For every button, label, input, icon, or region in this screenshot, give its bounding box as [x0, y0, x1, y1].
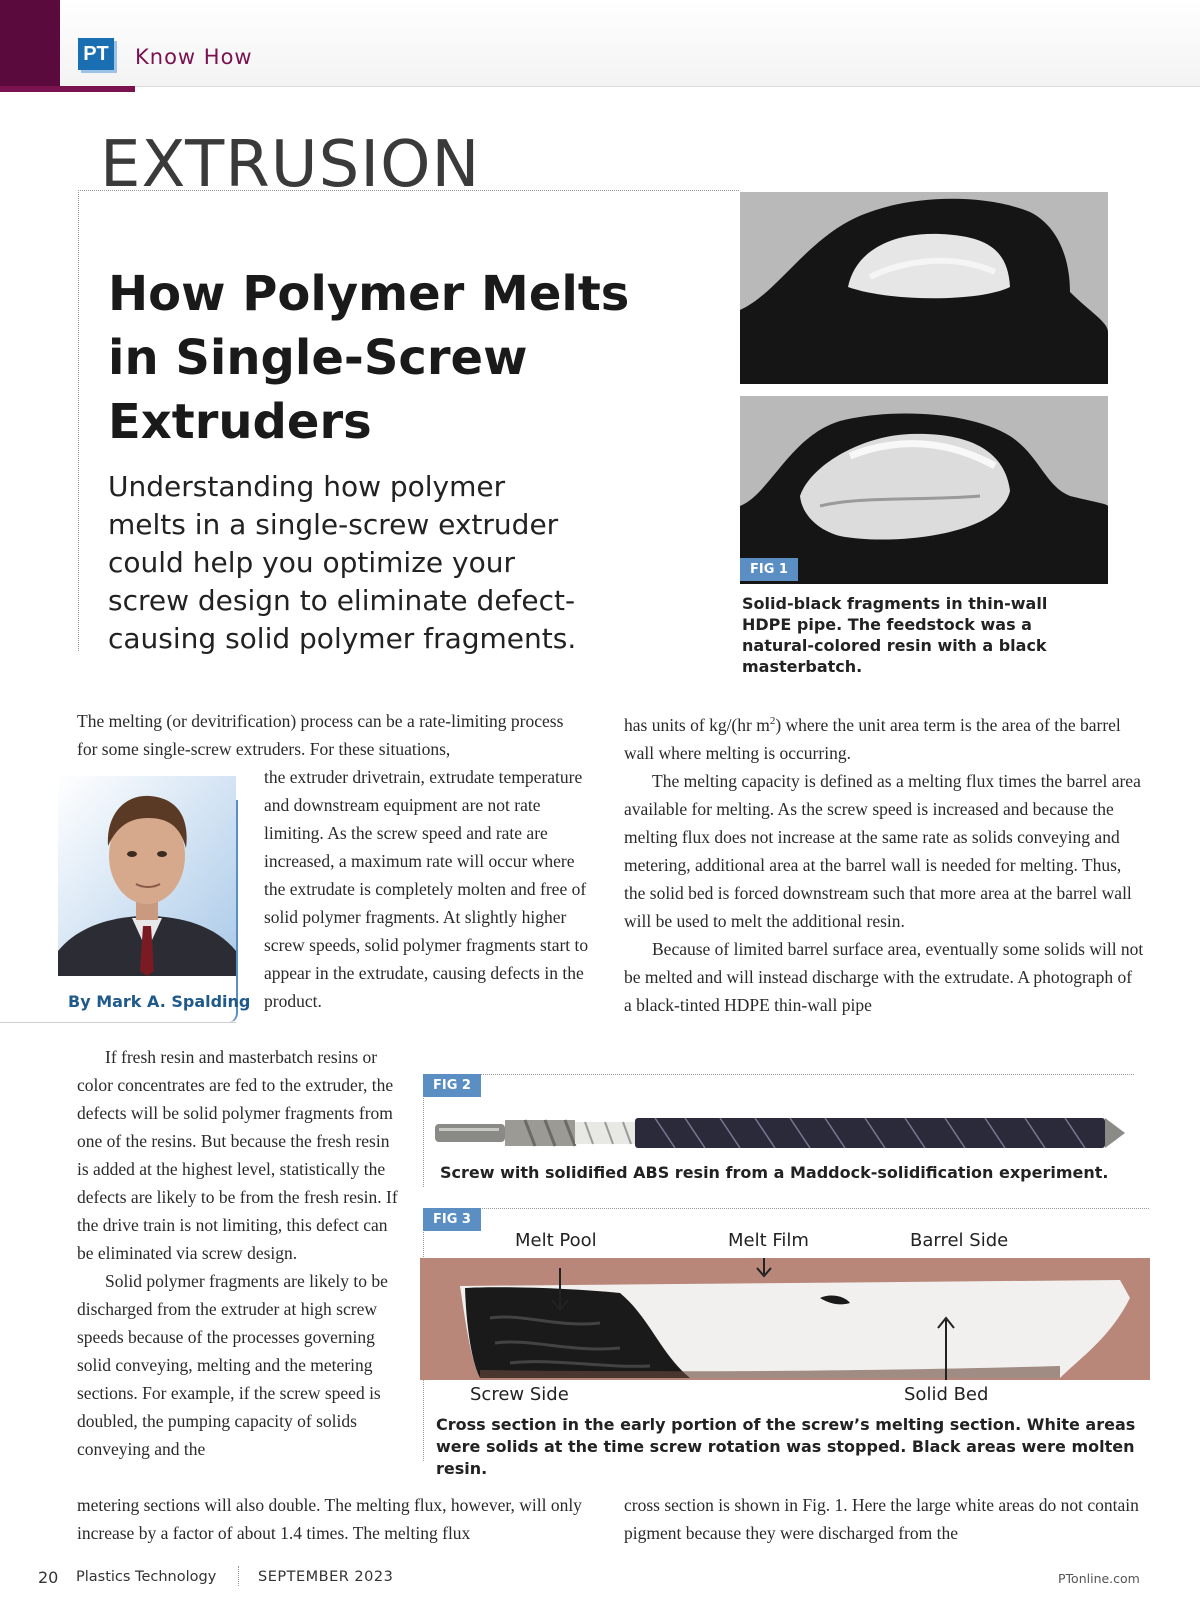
- body-paragraph-4: [624, 707, 1144, 767]
- body-paragraph-4-part-a: has units of kg/(hr m: [624, 714, 770, 735]
- fig1-caption: Solid-black fragments in thin-wall HDPE pipe. The feedstock was a natural-colored resin with a black masterbatch.: [742, 594, 1048, 676]
- author-divider: [0, 1022, 236, 1023]
- article-title: How Polymer Melts in Single-Screw Extruders: [108, 266, 630, 450]
- body-column-1-lower: [77, 1043, 399, 1463]
- fig3-label-solid-bed: Solid Bed: [904, 1384, 989, 1405]
- fig3-label-barrel-side: Barrel Side: [910, 1230, 1009, 1251]
- body-paragraph-3: Solid polymer fragments are likely to be discharged from the extruder at high screw speeds because of the processes governing solid conveying, melting and the metering sections. For example, if the screw speed is doubled, the pumping capacity of solids conveying and the: [77, 1271, 388, 1459]
- fig3-cross-section-photo: [420, 1258, 1150, 1380]
- issue-date: SEPTEMBER 2023: [258, 1569, 394, 1585]
- fig3-label-melt-film: Melt Film: [728, 1230, 809, 1251]
- fig2-tag: FIG 2: [423, 1074, 481, 1097]
- body-paragraph-3-continued: metering sections will also double. The melting flux, however, will only increase by a factor of about 1.4 times. The melting flux: [77, 1495, 582, 1543]
- footer-divider: [238, 1566, 239, 1586]
- fig3-tag: FIG 3: [423, 1208, 481, 1231]
- body-paragraph-2: If fresh resin and masterbatch resins or color concentrates are fed to the extruder, the defects will be solid polymer fragments from one of the resins. But because the fresh resin is added at the highest level, statistically the defects are likely to be from the fresh resin. If the drive train is not limiting, this defect can be eliminated via screw design.: [77, 1047, 398, 1263]
- fig3-caption: Cross section in the early portion of the screw’s melting section. White areas were solids at the time screw rotation was stopped. Black areas were molten resin.: [436, 1415, 1136, 1478]
- fig1-photo-top: [740, 192, 1108, 384]
- body-paragraph-1-lead: The melting (or devitrification) process can be a rate-limiting process for some single-screw extruders. For these situations,: [77, 711, 564, 759]
- website-link[interactable]: PTonline.com: [1058, 1571, 1140, 1586]
- author-photo: [58, 776, 236, 976]
- fig2-screw-photo: [435, 1112, 1125, 1154]
- fig3-label-melt-pool: Melt Pool: [515, 1230, 597, 1251]
- pt-logo: PT: [78, 38, 114, 70]
- header-corner-block: [0, 0, 60, 92]
- header-bar: [60, 0, 1200, 87]
- superscript: 2: [769, 715, 776, 727]
- author-byline: By Mark A. Spalding: [68, 992, 251, 1011]
- body-paragraph-5: The melting capacity is defined as a melting flux times the barrel area available for melting. As the screw speed is increased and because the melting flux does not increase at the same rate as solids conveying and metering, additional area at the barrel wall is needed for melting. Thus, the solid bed is forced downstream such that more area at the barrel wall will be used to melt the additional resin.: [624, 770, 1141, 931]
- publication-name: Plastics Technology: [76, 1569, 217, 1585]
- body-paragraph-4-part-b: ) where the unit area term is the area of the barrel wall where melting is occurring.: [624, 714, 1121, 763]
- category-heading: EXTRUSION: [100, 128, 481, 202]
- body-paragraph-6: Because of limited barrel surface area, eventually some solids will not be melted and will instead discharge with the extrudate. A photograph of a black-tinted HDPE thin-wall pipe: [624, 938, 1144, 1015]
- body-paragraph-6-continued: cross section is shown in Fig. 1. Here the large white areas do not contain pigment because they were discharged from the: [624, 1495, 1139, 1543]
- fig1-tag: FIG 1: [740, 558, 798, 581]
- body-column-2: [624, 707, 1144, 1019]
- fig1-photo-bottom: [740, 396, 1108, 584]
- page-number: 20: [38, 1568, 59, 1587]
- fig3-label-screw-side: Screw Side: [470, 1384, 569, 1405]
- fig2-caption: Screw with solidified ABS resin from a Maddock-solidification experiment.: [440, 1163, 1109, 1182]
- section-label: Know How: [135, 45, 253, 69]
- article-deck: Understanding how polymer melts in a single-screw extruder could help you optimize your screw design to eliminate defect-causing solid polymer fragments.: [108, 470, 577, 655]
- header-accent-line: [0, 86, 135, 92]
- body-paragraph-1-wrap: the extruder drivetrain, extrudate temperature and downstream equipment are not rate limiting. As the screw speed and rate are increased, a maximum rate will occur where the extrudate is completely molten and free of solid polymer fragments. At slightly higher screw speeds, solid polymer fragments start to appear in the extrudate, causing defects in the product.: [264, 767, 589, 1011]
